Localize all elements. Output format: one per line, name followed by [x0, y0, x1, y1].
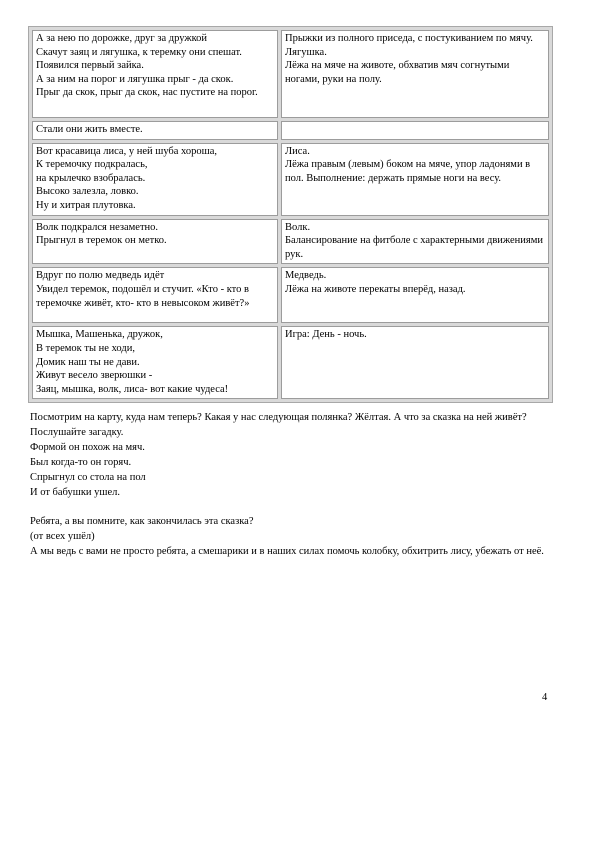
text-line: Был когда-то он горяч.: [30, 457, 132, 468]
verse-cell: [32, 143, 278, 216]
exercise-line: Лёжа на животе перекаты вперёд, назад.: [285, 283, 466, 295]
text-line: Ребята, а вы помните, как закончилась эта сказка?: [30, 516, 254, 527]
verse-line: Живут весело зверюшки -: [36, 370, 153, 382]
exercise-line: Игра: День - ночь.: [285, 329, 367, 341]
verse-line: Вот красавица лиса, у ней шуба хороша,: [36, 145, 218, 157]
verse-line: Домик наш ты не дави.: [36, 356, 140, 368]
verse-line: В теремок ты не ходи,: [36, 342, 135, 354]
exercise-line: Лёжа на мяче на животе, обхватив мяч согнутыми ногами, руки на полу.: [285, 60, 510, 85]
body-text: [30, 410, 558, 559]
text-line: Посмотрим на карту, куда нам теперь? Какая у нас следующая полянка? Жёлтая. А что за сказка на ней живёт? Послушайте загадку.: [30, 412, 527, 438]
table-row: [32, 30, 549, 118]
exercise-cell: [281, 30, 549, 118]
table-row: [32, 267, 549, 323]
exercise-line: Балансирование на фитболе с характерными движениями рук.: [285, 235, 543, 260]
text-line: И от бабушки ушел.: [30, 487, 121, 498]
verse-cell: [32, 326, 278, 399]
verse-line: Скачут заяц и лягушка, к теремку они спешат.: [36, 46, 242, 58]
exercise-line: Лёжа правым (левым) боком на мяче, упор ладонями в пол. Выполнение: держать прямые ноги на весу.: [285, 159, 531, 184]
paragraph-gap: [30, 500, 558, 514]
exercise-line: Волк.: [285, 221, 311, 233]
verse-line: Мышка, Машенька, дружок,: [36, 329, 163, 341]
table-row: [32, 121, 549, 140]
verse-line: Вдруг по полю медведь идёт: [36, 270, 165, 282]
verse-line: Стали они жить вместе.: [36, 124, 143, 135]
verse-cell: [32, 121, 278, 140]
lesson-table: [28, 26, 553, 403]
verse-line: Появился первый зайка.: [36, 60, 144, 72]
verse-line: Высоко залезла, ловко.: [36, 186, 139, 198]
exercise-line: Лягушка.: [285, 46, 327, 58]
verse-line: Заяц, мышка, волк, лиса- вот какие чудеса!: [36, 383, 229, 395]
verse-cell: [32, 267, 278, 323]
verse-line: К теремочку подкралась,: [36, 159, 148, 171]
exercise-cell: [281, 326, 549, 399]
verse-line: Прыгнул в теремок он метко.: [36, 235, 167, 247]
verse-line: Волк подкрался незаметно.: [36, 221, 159, 233]
verse-line: А за ним на порог и лягушка прыг - да скок.: [36, 73, 234, 85]
exercise-cell: [281, 121, 549, 140]
text-line: Спрыгнул со стола на пол: [30, 472, 146, 483]
verse-line: Увидел теремок, подошёл и стучит. «Кто - кто в теремочке живёт, кто- кто в невысоком живёт?»: [36, 283, 250, 309]
table-row: [32, 326, 549, 399]
text-line: Формой он похож на мяч.: [30, 442, 145, 453]
verse-line: Прыг да скок, прыг да скок, нас пустите на порог.: [36, 87, 258, 99]
text-line: А мы ведь с вами не просто ребята, а смешарики и в наших силах помочь колобку, обхитрить лису, убежать от неё.: [30, 546, 544, 557]
table-row: [32, 219, 549, 265]
exercise-line: Медведь.: [285, 270, 327, 282]
verse-line: Ну и хитрая плутовка.: [36, 199, 136, 211]
verse-cell: [32, 219, 278, 265]
verse-line: на крылечко взобралась.: [36, 172, 146, 184]
exercise-cell: [281, 143, 549, 216]
text-line: (от всех ушёл): [30, 531, 95, 542]
exercise-line: Лиса.: [285, 145, 310, 157]
verse-cell: [32, 30, 278, 118]
verse-line: А за нею по дорожке, друг за дружкой: [36, 33, 208, 44]
page-number: 4: [542, 692, 548, 703]
exercise-cell: [281, 219, 549, 265]
table-row: [32, 143, 549, 216]
exercise-line: Прыжки из полного приседа, с постукиванием по мячу.: [285, 33, 533, 44]
exercise-cell: [281, 267, 549, 323]
